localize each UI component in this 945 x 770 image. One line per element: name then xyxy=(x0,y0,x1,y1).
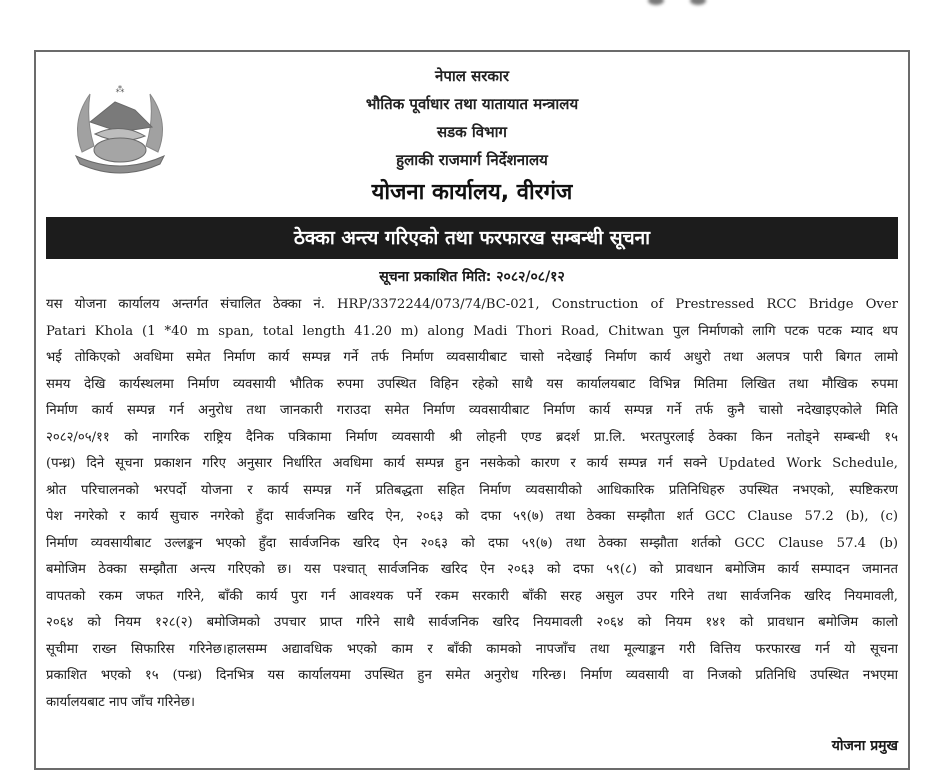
directorate-name: हुलाकी राजमार्ग निर्देशनालय xyxy=(396,151,548,169)
notice-header xyxy=(36,62,908,210)
body-line: निर्माण व्यवसायीबाट उल्लङ्कन भएको हुँदा सार्वजनिक खरिद ऐन २०६३ को दफा ५९(७) तथा ठेक्का सम्झौता शर्तको GCC Clause 57.4 (b) xyxy=(46,535,898,551)
body-line: Patari Khola (1 *40 m span, total length 41.20 m) along Madi Thori Road, Chitwan पुल निर्माणको लागि पटक पटक म्याद थप xyxy=(46,323,898,339)
published-date: सूचना प्रकाशित मिति: २०८२/०८/१२ xyxy=(379,269,565,285)
top-image-artifact xyxy=(640,0,730,6)
body-line: २०६४ को नियम १२८(२) बमोजिमको उपचार प्राप्त गरिने साथै सार्वजनिक खरिद नियमावली २०६४ को नियम १४१ को प्रावधान बमोजिम कालो xyxy=(46,615,898,630)
body-line: बमोजिम ठेक्का सम्झौता अन्त्य गरिएको छ। यस पश्चात् सार्वजनिक खरिद ऐन २०६३ को दफा ५९(८) को प्रावधान बमोजिम कार्य सम्पादन जमानत xyxy=(46,562,898,577)
body-line: निर्माण कार्य सम्पन्न गर्न अनुरोध तथा जानकारी गराउदा समेत निर्माण व्यवसायीबाट निर्माण कार्य सम्पन्न गर्ने तर्फ कुनै चासो नदेखाइएकोले मिति xyxy=(46,403,898,418)
body-line: समय देखि कार्यस्थलमा निर्माण व्यवसायी भौतिक रुपमा उपस्थित विहिन रहेको साथै यस कार्यालयबाट विभिन्न मितिमा लिखित तथा मौखिक रुपमा xyxy=(46,376,898,392)
office-name: योजना कार्यालय, वीरगंज xyxy=(371,180,573,205)
body-line: यस योजना कार्यालय अन्तर्गत संचालित ठेक्का नं. HRP/3372244/073/74/BC-021, Construction of Prestressed RCC Bridge Over xyxy=(46,297,898,312)
department-name: सडक विभाग xyxy=(436,123,507,141)
notice-body xyxy=(46,292,898,716)
government-name: नेपाल सरकार xyxy=(435,67,509,85)
body-line: भई तोकिएको अवधिमा समेत निर्माण कार्य सम्पन्न गर्ने तर्फ निर्माण व्यवसायीबाट चासो नदेखाई निर्माण कार्य अधुरो तथा अलपत्र पारी बिगत लामो xyxy=(46,350,898,365)
body-line: कार्यालयबाट नाप जाँच गरिनेछ। xyxy=(46,694,195,710)
body-line: प्रकाशित भएको १५ (पन्ध्र) दिनभित्र यस कार्यालयमा उपस्थित हुन समेत अनुरोध गरिन्छ। निर्माण व्यवसायी वा निजको प्रतिनिधि उपस्थित नभएमा xyxy=(46,668,898,683)
body-line: पेश नगरेको र कार्य सुचारु नगरेको हुँदा सार्वजनिक खरिद ऐन, २०६३ को दफा ५९(७) तथा ठेक्का सम्झौता शर्त GCC Clause 57.2 (b), (c) xyxy=(46,509,898,524)
svg-text:⁂: ⁂ xyxy=(115,85,125,95)
body-line: २०८२/०५/११ को नागरिक राष्ट्रिय दैनिक पत्रिकामा निर्माण व्यवसायी श्री लोहनी एण्ड ब्रदर्श प्रा.लि. भरतपुरलाई ठेक्का किन नतोड्ने सम्बन्धी १५ xyxy=(46,429,898,445)
body-line: वापतको रकम जफत गरिने, बाँकी कार्य पुरा गर्न आवश्यक पर्ने रकम सरकारी बाँकी सरह असुल उपर गरिने तथा सार्वजनिक खरिद नियमावली, xyxy=(46,588,898,604)
ministry-name: भौतिक पूर्वाधार तथा यातायात मन्त्रालय xyxy=(365,95,579,113)
body-line: श्रोत परिचालनको भरपर्दो योजना र कार्य सम्पन्न गर्ने प्रतिबद्धता सहित निर्माण व्यवसायीको आधिकारिक प्रतिनिधिहरु उपस्थित नभएको, स्पष्टिकरण xyxy=(46,482,898,498)
notice-title: ठेक्का अन्त्य गरिएको तथा फरफारख सम्बन्धी सूचना xyxy=(46,217,898,259)
body-line: (पन्ध्र) दिने सूचना प्रकाशन गरिए अनुसार निर्धारित अवधिमा कार्य सम्पन्न हुन नसकेको कारण र कार्य सम्पन्न गर्न सक्ने Updated Work Schedule, xyxy=(46,456,898,471)
signatory-title: योजना प्रमुख xyxy=(831,738,898,754)
body-line: सूचीमा राख्न सिफारिस गरिनेछ।हालसम्म अद्यावधिक भएको काम र बाँकी कामको नापजाँच तथा मूल्याङ्कन गरी वित्तिय फरफारख गर्न यो सूचना xyxy=(46,641,898,657)
public-notice xyxy=(34,50,910,770)
